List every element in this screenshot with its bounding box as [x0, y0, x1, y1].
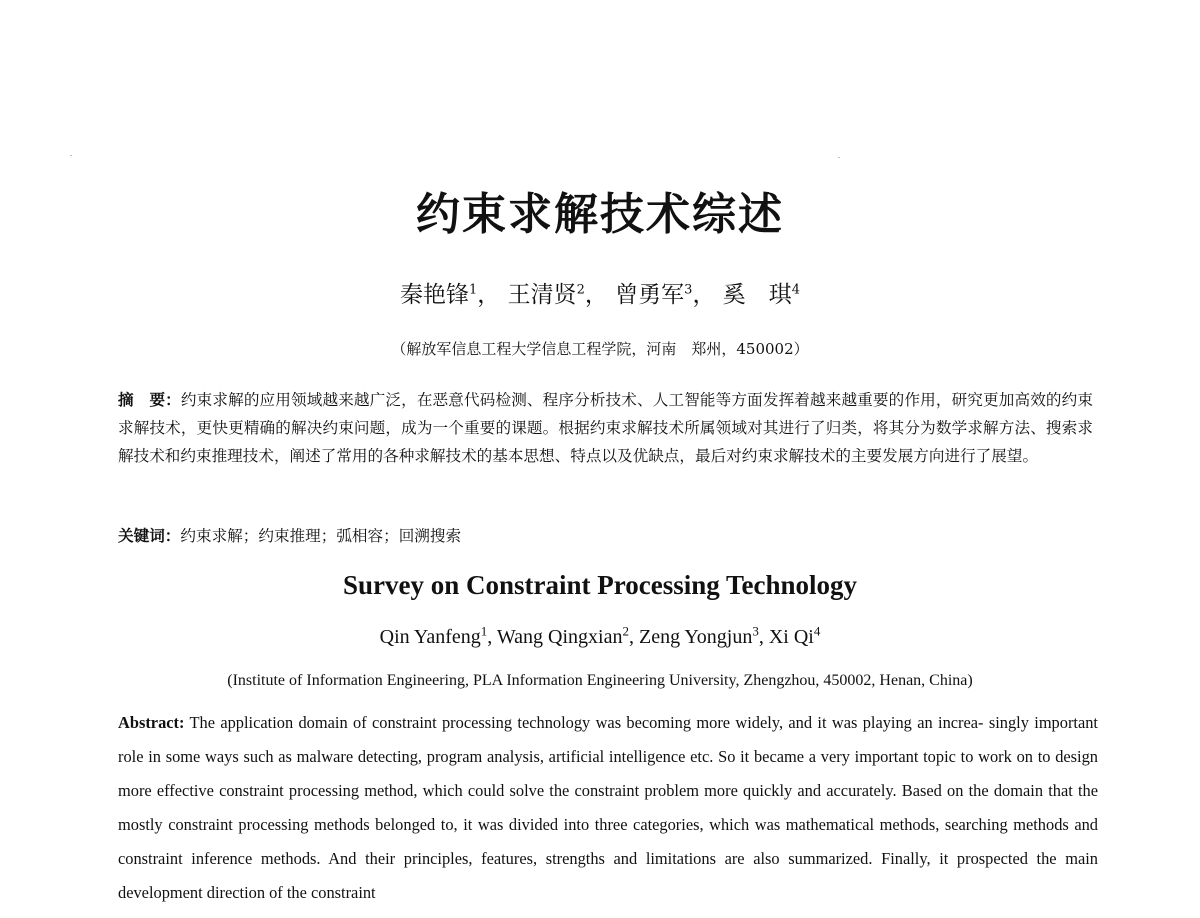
scan-speck	[70, 155, 72, 156]
author-name: 秦艳锋	[399, 282, 469, 308]
author-name: 曾勇军	[615, 282, 685, 308]
author-affil-mark: 1	[480, 623, 488, 639]
abstract-label: Abstract:	[118, 713, 185, 732]
author-affil-mark: 2	[622, 623, 629, 639]
author-separator: ，	[477, 282, 501, 308]
author-name: Xi Qi	[768, 626, 814, 648]
author-affil-mark: 3	[752, 623, 759, 639]
author-affil-mark: 1	[468, 282, 478, 298]
author-separator: ,	[487, 626, 497, 648]
author-affil-mark: 3	[684, 282, 693, 298]
keywords-text: 约束求解；约束推理；弧相容；回溯搜索	[180, 527, 462, 545]
author-affil-mark: 4	[791, 282, 801, 298]
chinese-keywords	[118, 522, 1093, 550]
author-affil-mark: 2	[576, 282, 585, 298]
keywords-label: 关键词：	[118, 527, 181, 545]
chinese-abstract	[118, 386, 1093, 470]
author-name: 王清贤	[507, 282, 577, 308]
abstract-label: 摘 要：	[118, 391, 181, 409]
author-separator: ，	[692, 282, 716, 308]
author-separator: ，	[584, 282, 608, 308]
author-separator: ,	[758, 626, 769, 648]
chinese-affiliation: （解放军信息工程大学信息工程学院，河南 郑州，450002）	[391, 340, 809, 358]
author-name: Wang Qingxian	[496, 626, 623, 648]
english-title: Survey on Constraint Processing Technology	[342, 570, 858, 600]
english-affiliation: (Institute of Information Engineering, PLA Information Engineering University, Zhengzhou, 450002, Henan, China)	[227, 672, 973, 689]
author-name: Zeng Yongjun	[639, 626, 753, 648]
author-name: Qin Yanfeng	[379, 626, 481, 648]
author-affil-mark: 4	[813, 623, 821, 639]
chinese-title: 约束求解技术综述	[416, 189, 784, 240]
english-abstract	[118, 706, 1098, 910]
chinese-authors	[0, 276, 1200, 309]
author-name: 奚 琪	[722, 282, 792, 308]
scan-speck	[838, 157, 840, 158]
abstract-text: 约束求解的应用领域越来越广泛，在恶意代码检测、程序分析技术、人工智能等方面发挥着越来越重要的作用，研究更加高效的约束求解技术，更快更精确的解决约束问题，成为一个重要的课题。根据约束求解技术所属领域对其进行了归类，将其分为数学求解方法、搜索求解技术和约束推理技术，阐述了常用的各种求解技术的基本思想、特点以及优缺点，最后对约束求解技术的主要发展方向进行了展望。	[118, 391, 1093, 465]
abstract-text: The application domain of constraint processing technology was becoming more widely, and it was playing an increa- singly important role in some ways such as malware detecting, program analysis, artificial intelligence etc. So it became a very important topic to work on to design more effective constraint processing method, which could solve the constraint problem more quickly and accurately. Based on the domain that the mostly constraint processing methods belonged to, it was divided into three categories, which was mathematical methods, searching methods and constraint inference methods. And their principles, features, strengths and limitations are also summarized. Finally, it prospected the main development direction of the constraint	[118, 713, 1098, 902]
author-separator: ,	[629, 626, 639, 648]
english-authors	[0, 623, 1200, 649]
